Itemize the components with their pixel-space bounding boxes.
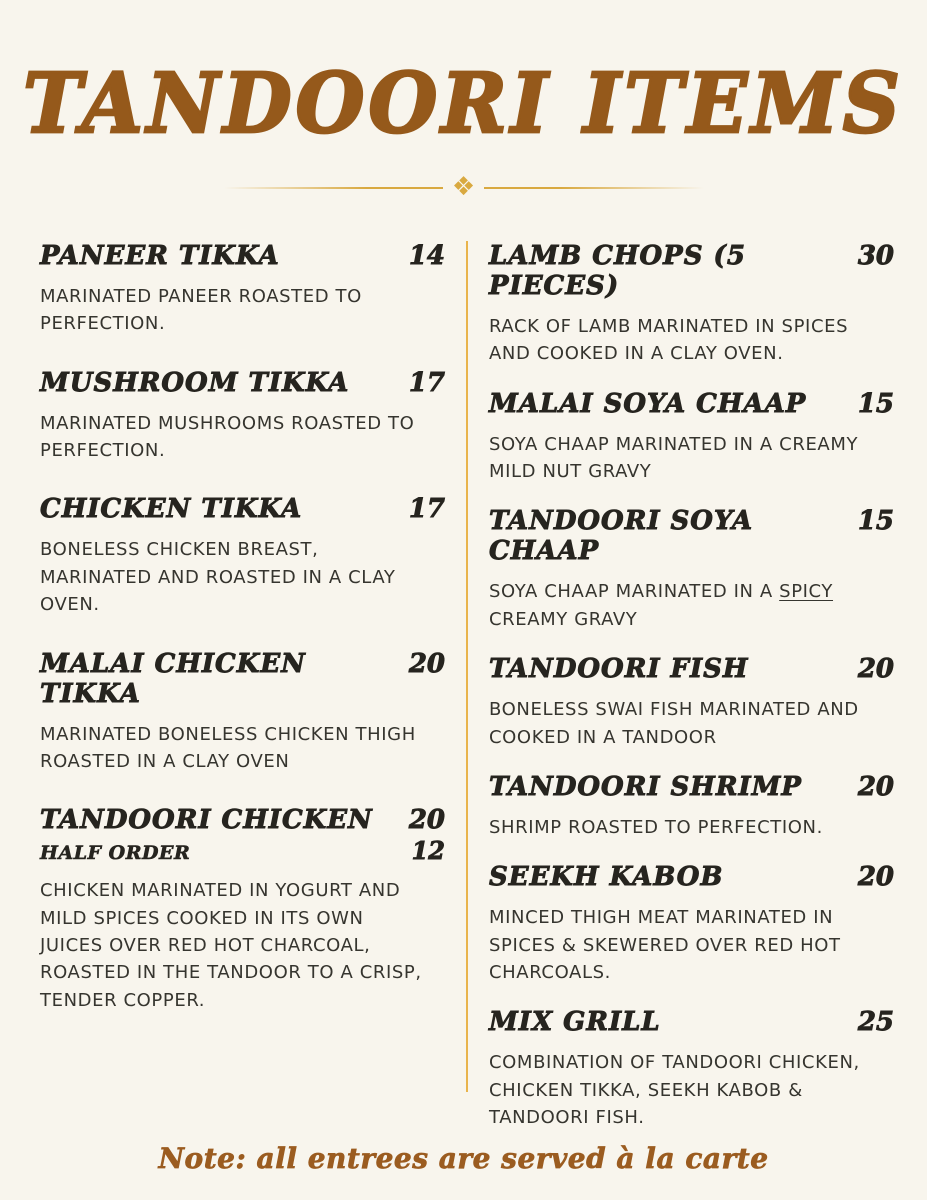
item-name: CHICKEN TIKKA	[40, 494, 303, 525]
four-diamonds-icon: ❖	[451, 172, 476, 202]
menu-item	[489, 772, 894, 841]
menu-item	[40, 805, 445, 1014]
item-header-row	[489, 772, 894, 802]
item-name: TANDOORI SHRIMP	[489, 771, 802, 802]
menu-item	[489, 654, 894, 751]
menu-item	[40, 368, 445, 465]
item-price: 20	[857, 862, 894, 893]
item-name: MALAI SOYA CHAAP	[489, 388, 807, 419]
menu-item	[40, 494, 445, 618]
item-header-row	[40, 241, 445, 271]
item-description: MARINATED MUSHROOMS ROASTED TO PERFECTION.	[40, 412, 415, 462]
menu-item	[489, 862, 894, 986]
item-name: MUSHROOM TIKKA	[40, 367, 350, 398]
column-divider-rule	[466, 241, 468, 1092]
item-header-row	[489, 654, 894, 684]
item-price: 20	[857, 654, 894, 685]
item-name: MIX GRILL	[489, 1007, 661, 1038]
item-price: 17	[408, 367, 445, 398]
item-name: PANEER TIKKA	[40, 241, 280, 271]
item-subname: HALF ORDER	[40, 842, 191, 865]
item-name: TANDOORI CHICKEN	[40, 805, 373, 836]
menu-item	[489, 389, 894, 486]
item-header-row	[489, 1007, 894, 1037]
menu-item	[489, 1007, 894, 1131]
item-name: LAMB CHOPS (5 PIECES)	[489, 241, 746, 301]
item-header-row	[489, 241, 894, 301]
title-divider	[224, 172, 704, 202]
menu-column-left	[40, 241, 445, 1152]
item-subprice: 12	[411, 836, 445, 866]
item-sub-row	[40, 836, 445, 865]
item-description: BONELESS CHICKEN BREAST, MARINATED AND ROASTED IN A CLAY OVEN.	[40, 539, 396, 616]
item-header-row	[40, 368, 445, 398]
item-price: 20	[408, 648, 445, 679]
item-name: TANDOORI SOYA CHAAP	[489, 506, 754, 567]
item-price: 14	[408, 241, 445, 271]
item-header-row	[40, 494, 445, 524]
menu-item	[40, 241, 445, 338]
item-price: 30	[857, 241, 894, 271]
item-description: COMBINATION OF TANDOORI CHICKEN, CHICKEN TIKKA, SEEKH KABOB & TANDOORI FISH.	[489, 1052, 860, 1129]
item-price: 15	[857, 388, 894, 419]
item-description: SOYA CHAAP MARINATED IN A CREAMY MILD NUT GRAVY	[489, 433, 859, 483]
item-price: 25	[857, 1007, 894, 1038]
menu-grid	[0, 241, 927, 1152]
page-title: TANDOORI ITEMS	[23, 55, 904, 152]
item-name: SEEKH KABOB	[489, 862, 724, 893]
item-header-row	[40, 649, 445, 709]
item-header-row	[40, 805, 445, 835]
item-name: TANDOORI FISH	[489, 654, 749, 685]
item-price: 15	[857, 506, 894, 537]
item-description: MARINATED BONELESS CHICKEN THIGH ROASTED IN A CLAY OVEN	[40, 723, 416, 772]
item-description: SOYA CHAAP MARINATED IN A SPICY CREAMY GRAVY	[489, 581, 834, 630]
menu-item	[489, 506, 894, 633]
menu-item	[489, 241, 894, 368]
item-name: MALAI CHICKEN TIKKA	[40, 648, 306, 709]
menu-item	[40, 649, 445, 776]
divider-line-left	[224, 187, 443, 189]
item-description: SHRIMP ROASTED TO PERFECTION.	[489, 816, 823, 838]
menu-column-right	[489, 241, 894, 1152]
item-description: CHICKEN MARINATED IN YOGURT AND MILD SPICES COOKED IN ITS OWN JUICES OVER RED HOT CHARCOAL, ROASTED IN THE TANDOOR TO A CRISP, TENDER COPPER.	[40, 880, 422, 1011]
item-price: 20	[857, 771, 894, 802]
item-price: 20	[408, 805, 445, 836]
item-header-row	[489, 389, 894, 419]
footer-note: Note: all entrees are served à la carte	[158, 1142, 769, 1175]
item-description: BONELESS SWAI FISH MARINATED AND COOKED IN A TANDOOR	[489, 699, 859, 748]
item-price: 17	[408, 494, 445, 525]
item-header-row	[489, 506, 894, 566]
item-description: MINCED THIGH MEAT MARINATED IN SPICES & SKEWERED OVER RED HOT CHARCOALS.	[489, 907, 841, 983]
item-description: RACK OF LAMB MARINATED IN SPICES AND COOKED IN A CLAY OVEN.	[489, 316, 849, 365]
divider-line-right	[484, 187, 703, 189]
item-description: MARINATED PANEER ROASTED TO PERFECTION.	[40, 286, 362, 335]
item-header-row	[489, 862, 894, 892]
